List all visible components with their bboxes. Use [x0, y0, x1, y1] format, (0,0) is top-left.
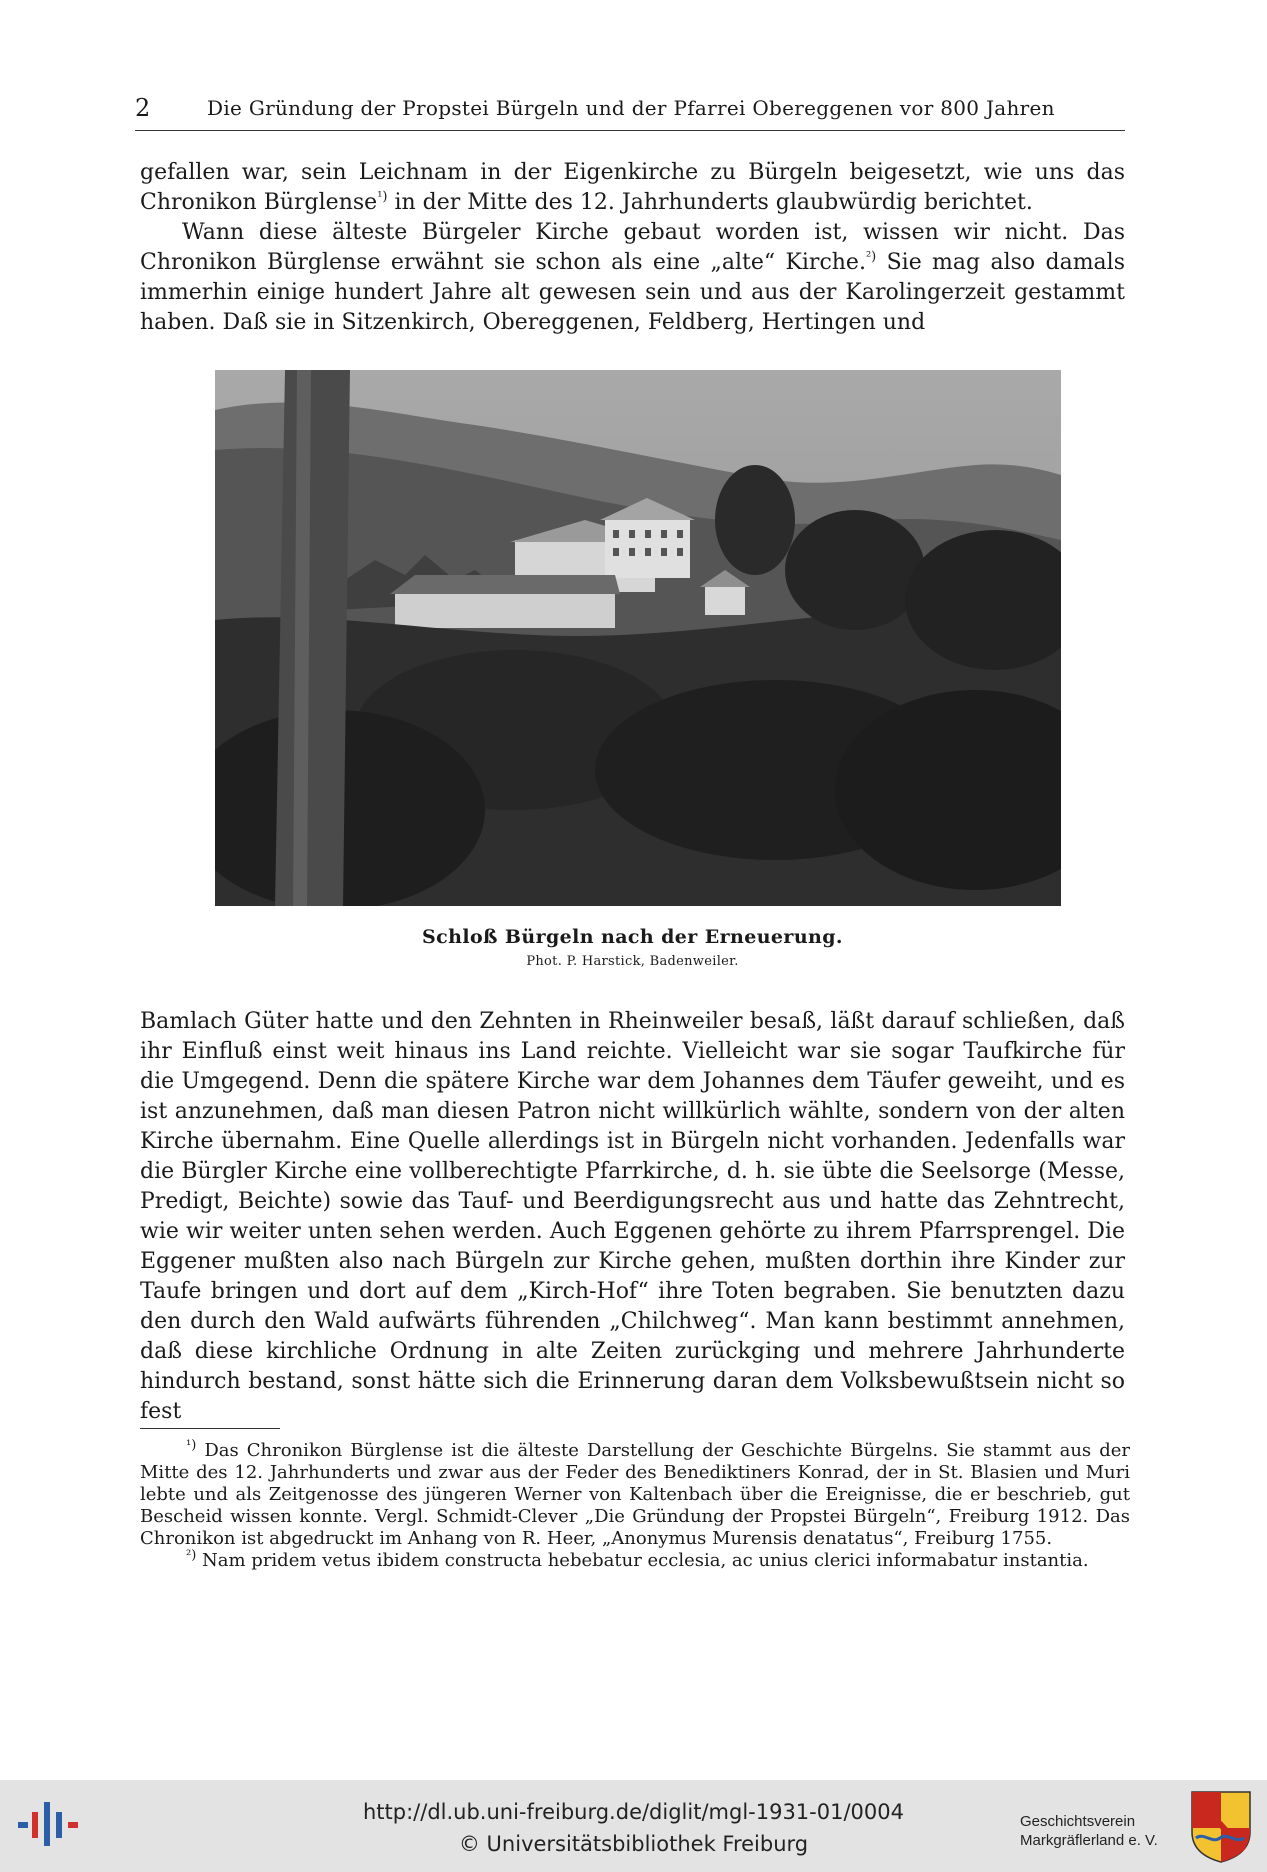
photo-schloss-buergeln — [215, 370, 1061, 906]
body-text-bottom — [140, 1007, 1125, 1427]
landscape-photo — [215, 370, 1061, 906]
footnote-1: $^{^1)}$ Das Chronikon Bürglense ist die älteste Darstellung der Geschichte Bürgelns. Sie stammt aus der Mitte des 12. Jahrhunderts und zwar aus der Feder des Benediktiners Konrad, der in St. Blasien und Muri lebte und als Zeitgenosse des jüngeren Werner von Kaltenbach über die Ereignisse, die er beschrieb, gut Bescheid wissen konnte. Vergl. Schmidt-Clever „Die Gründung der Propstei Bürgeln“, Freiburg 1912. Das Chronikon ist abgedruckt im Anhang von R. Heer, „Anonymus Murensis denatatus“, Freiburg 1755. — [140, 1438, 1130, 1549]
photo-credit: Phot. P. Harstick, Badenweiler. — [526, 954, 739, 969]
figure-caption: Schloß Bürgeln nach der Erneuerung. — [422, 926, 843, 948]
page-header — [135, 94, 1125, 134]
footnote-mark-1: ¹) — [186, 1438, 197, 1453]
footnote-2: $^{^2)}$ Nam pridem vetus ibidem constructa hebebatur ecclesia, ac unius clerici informabatur instantia. — [186, 1548, 1089, 1571]
page-number: 2 — [135, 94, 151, 122]
paragraph-1: gefallen war, sein Leichnam in der Eigenkirche zu Bürgeln beigesetzt, wie uns das Chronikon Bürglense$^{^1)}$ in der Mitte des 12. Jahrhunderts glaubwürdig berichtet. — [140, 160, 1125, 215]
paragraph-2: Wann diese älteste Bürgeler Kirche gebaut worden ist, wissen wir nicht. Das Chronikon Bürglense erwähnt sie schon als eine „alte“ Kirche.$^{^2)}$ Sie mag also damals immerhin einige hundert Jahre alt gewesen sein und aus der Karolingerzeit gestammt haben. Daß sie in Sitzenkirch, Obereggenen, Feldberg, Hertingen und — [140, 220, 1125, 335]
copyright-notice: © Universitätsbibliothek Freiburg — [458, 1832, 809, 1856]
footnote-ref-2[interactable]: ²) — [865, 249, 877, 265]
footnotes — [140, 1440, 1130, 1572]
footnote-rule — [140, 1428, 280, 1429]
running-head: Die Gründung der Propstei Bürgeln und der Pfarrei Obereggenen vor 800 Jahren — [207, 96, 1055, 120]
footnote-mark-2: ²) — [186, 1548, 197, 1563]
document-url-link[interactable]: http://dl.ub.uni-freiburg.de/diglit/mgl-1931-01/0004 — [362, 1800, 904, 1824]
body-text-top — [140, 158, 1125, 338]
society-name[interactable]: Geschichtsverein Markgräflerland e. V. — [1020, 1813, 1158, 1849]
paragraph-3: Bamlach Güter hatte und den Zehnten in Rheinweiler besaß, läßt darauf schließen, daß ihr Einfluß einst weit hinaus ins Land reichte. Vielleicht war sie sogar Taufkirche für die Umgegend. Denn die spätere Kirche war dem Johannes dem Täufer geweiht, und es ist anzunehmen, daß man diesen Patron nicht willkürlich wählte, sondern von der alten Kirche übernahm. Eine Quelle allerdings ist in Bürgeln nicht vorhanden. Jedenfalls war die Bürgler Kirche eine vollberechtigte Pfarrkirche, d. h. sie übte die Seelsorge (Messe, Predigt, Beichte) sowie das Tauf- und Beerdigungsrecht aus und hatte das Zehntrecht, wie wir weiter unten sehen werden. Auch Eggenen gehörte zu ihrem Pfarrsprengel. Die Eggener mußten also nach Bürgeln zur Kirche gehen, mußten dorthin ihre Kinder zur Taufe bringen und dort auf dem „Kirch-Hof“ ihre Toten begraben. Sie benutzten dazu den durch den Wald aufwärts führenden „Chilchweg“. Man kann bestimmt annehmen, daß diese kirchliche Ordnung in alte Zeiten zurückging und mehrere Jahrhunderte hindurch bestand, sonst hätte sich die Erinnerung daran dem Volksbewußtsein nicht so fest — [140, 1009, 1125, 1424]
header-rule — [135, 130, 1125, 131]
coat-of-arms-icon[interactable] — [1188, 1788, 1254, 1864]
footnote-ref-1[interactable]: ¹) — [377, 189, 388, 205]
digitization-footer — [0, 1780, 1267, 1872]
